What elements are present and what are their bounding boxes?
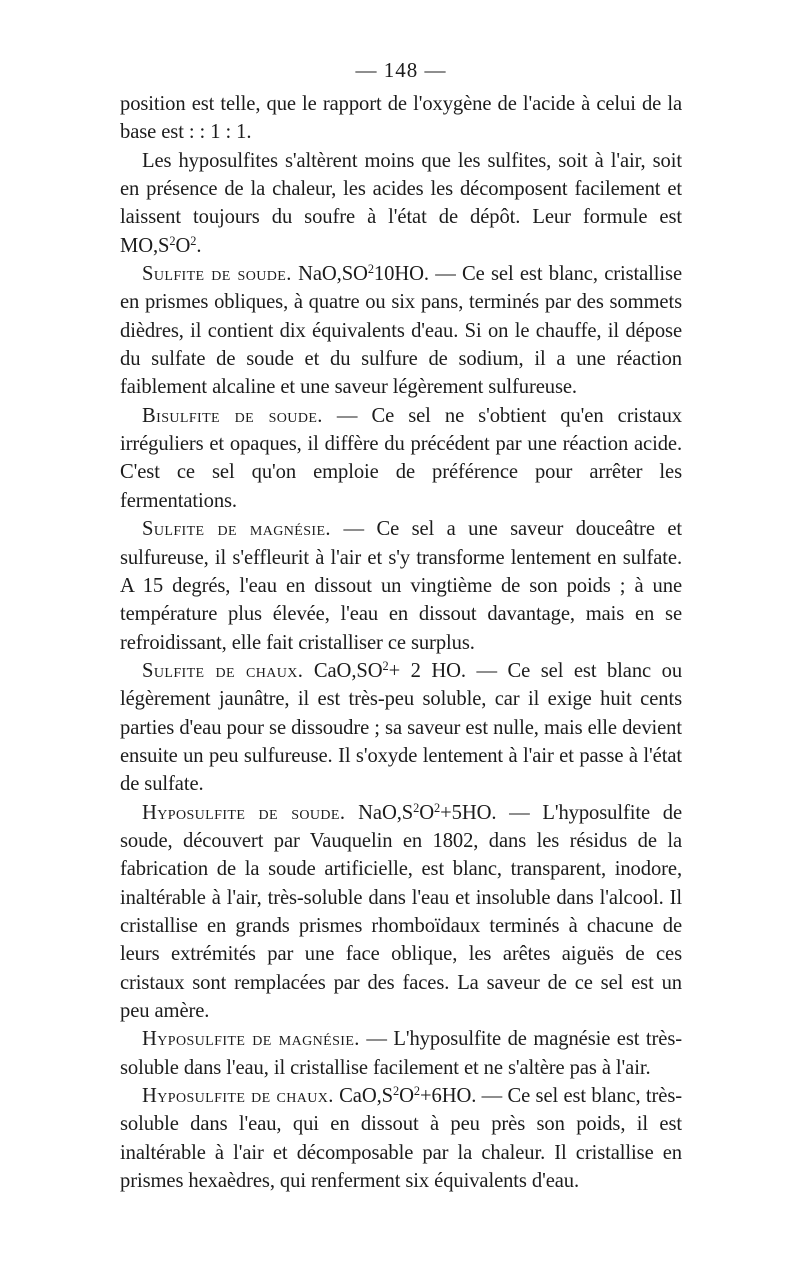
superscript: 2	[413, 1084, 420, 1099]
text-run: — L'hyposulfite de magnésie est très-soluble dans l'eau, il cristallise facilement et ne s'altère pas à l'air.	[120, 1028, 682, 1079]
paragraph	[120, 402, 682, 515]
body-text	[120, 90, 682, 1195]
paragraph	[120, 1082, 682, 1195]
text-run: + 2 HO. — Ce sel est blanc ou légèrement jaunâtre, il est très-peu soluble, car il exige huit cents parties d'eau pour se dissoudre ; sa saveur est nulle, mais elle devient ensuite un peu sulfureuse. Il s'oxyde lentement à l'air et passe à l'état de sulfate.	[120, 659, 683, 796]
superscript: 2	[434, 800, 441, 815]
superscript: 2	[190, 233, 197, 248]
paragraph	[120, 147, 682, 260]
text-run: Les hyposulfites s'altèrent moins que les sulfites, soit à l'air, soit en présence de la chaleur, les acides les décomposent facilement et laissent toujours du soufre à l'état de dépôt. Leur formule est MO,S	[120, 149, 682, 257]
entry-heading: Sulfite de chaux.	[142, 659, 304, 682]
entry-heading: Sulfite de soude.	[142, 263, 292, 286]
text-run: .	[196, 234, 202, 257]
superscript: 2	[393, 1084, 400, 1099]
superscript: 2	[413, 800, 420, 815]
text-run: +6HO. — Ce sel est blanc, très-soluble dans l'eau, qui en dissout à peu près son poids, il est inaltérable à l'air et décomposable par la chaleur. Il cristallise en prismes hexaèdres, qui renferment six équivalents d'eau.	[120, 1085, 683, 1193]
text-run: — Ce sel a une saveur douceâtre et sulfureuse, il s'effleurit à l'air et s'y transforme lentement en sulfate. A 15 degrés, l'eau en dissout un vingtième de son poids ; à une température plus élevée, l'eau en dissout davantage, mais en se refroidissant, elle fait cristalliser ce surplus.	[120, 518, 682, 654]
text-run: O	[399, 1085, 414, 1108]
text-run: — Ce sel ne s'obtient qu'en cristaux irréguliers et opaques, il diffère du précédent par une réaction acide. C'est ce sel qu'on emploie de préférence pour arrêter les fermentations.	[120, 404, 682, 512]
paragraph	[120, 799, 682, 1026]
text-run: CaO,S	[333, 1085, 394, 1108]
entry-heading: Hyposulfite de magnésie.	[142, 1028, 360, 1051]
entry-heading: Bisulfite de soude.	[142, 404, 323, 427]
text-run: O	[175, 234, 191, 257]
superscript: 2	[367, 262, 374, 277]
text-run: position est telle, que le rapport de l'oxygène de l'acide à celui de la base est : : 1 : 1.	[120, 93, 682, 144]
text-run: NaO,SO	[291, 263, 368, 286]
text-run: O	[419, 801, 435, 824]
text-run: NaO,S	[345, 801, 414, 824]
entry-heading: Hyposulfite de chaux.	[142, 1085, 334, 1108]
text-run: CaO,SO	[303, 659, 383, 682]
paragraph	[120, 1025, 682, 1082]
paragraph	[120, 260, 682, 402]
text-run: +5HO. — L'hyposulfite de soude, découvert par Vauquelin en 1802, dans les résidus de la fabrication de la soude artificielle, est blanc, transparent, inodore, inaltérable à l'air, très-soluble dans l'eau et insoluble dans l'alcool. Il cristallise en grands prismes rhomboïdaux terminés à chacune de leurs extrémités par une face oblique, les arêtes aiguës de ces cristaux sont remplacées par des faces. La saveur de ce sel est un peu amère.	[120, 801, 682, 1022]
superscript: 2	[169, 233, 176, 248]
entry-heading: Hyposulfite de soude.	[142, 801, 346, 824]
paragraph	[120, 515, 682, 657]
text-run: 10HO. — Ce sel est blanc, cristallise en prismes obliques, à quatre ou six pans, terminés par des sommets dièdres, il contient dix équivalents d'eau. Si on le chauffe, il dépose du sulfate de soude et du sulfure de sodium, il a une réaction faiblement alcaline et une saveur légèrement sulfureuse.	[120, 263, 683, 399]
paragraph	[120, 90, 682, 147]
paragraph	[120, 657, 682, 799]
entry-heading: Sulfite de magnésie.	[142, 518, 331, 541]
superscript: 2	[382, 659, 389, 674]
page-number: — 148 —	[355, 58, 447, 82]
